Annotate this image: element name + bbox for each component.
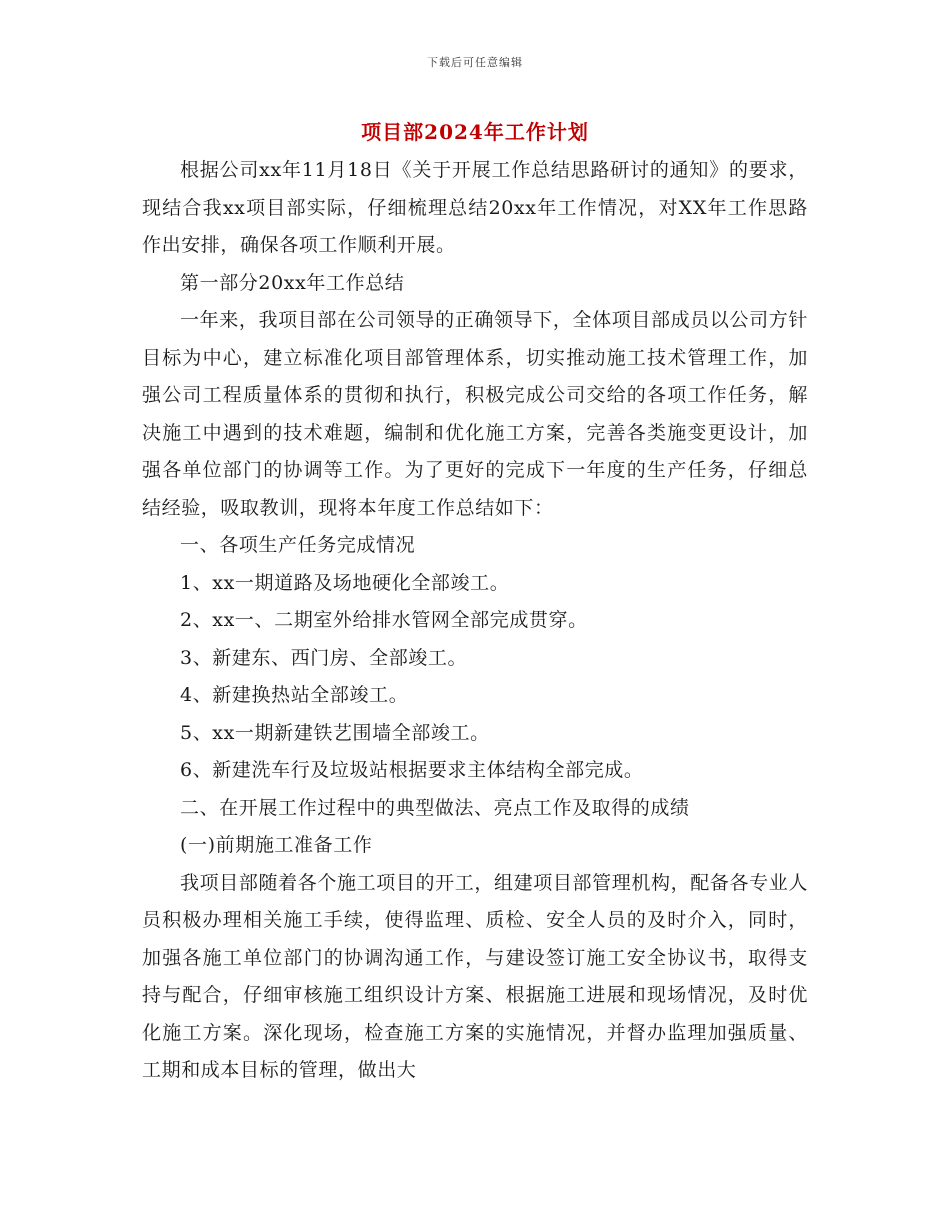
list-item: 2、xx一、二期室外给排水管网全部完成贯穿。 [180,609,588,631]
list-item: 5、xx一期新建铁艺围墙全部竣工。 [180,721,490,744]
list-item: 3、新建东、西门房、全部竣工。 [180,646,468,669]
intro-paragraph: 根据公司xx年11月18日《关于开展工作总结思路研讨的通知》的要求，现结合我xx项目部实际，仔细梳理总结20xx年工作情况，对XX年工作思路作出安排，确保各项工作顺利开展。 [142,159,808,256]
header-note: 下载后可任意编辑 [427,56,523,69]
summary-paragraph: 一年来，我项目部在公司领导的正确领导下，全体项目部成员以公司方针目标为中心，建立标准化项目部管理体系，切实推动施工技术管理工作，加强公司工程质量体系的贯彻和执行，积极完成公司交给的各项工作任务，解决施工中遇到的技术难题，编制和优化施工方案，完善各类施变更设计，加强各单位部门的协调等工作。为了更好的完成下一年度的生产任务，仔细总结经验，吸取教训，现将本年度工作总结如下： [142,309,808,519]
document-body [142,152,808,1090]
preparation-paragraph: 我项目部随着各个施工项目的开工，组建项目部管理机构，配备各专业人员积极办理相关施工手续，使得监理、质检、安全人员的及时介入，同时，加强各施工单位部门的协调沟通工作，与建设签订施工安全协议书，取得支持与配合，仔细审核施工组织设计方案、根据施工进展和现场情况，及时优化施工方案。深化现场，检查施工方案的实施情况，并督办监理加强质量、工期和成本目标的管理，做出大 [142,871,808,1081]
section-heading-part-one: 第一部分20xx年工作总结 [180,271,405,294]
subsection-heading-preparation: (一)前期施工准备工作 [180,834,373,856]
section-heading-production-tasks: 一、各项生产任务完成情况 [180,534,416,556]
section-heading-practices: 二、在开展工作过程中的典型做法、亮点工作及取得的成绩 [180,796,690,819]
document-title: 项目部2024年工作计划 [361,120,589,144]
list-item: 4、新建换热站全部竣工。 [180,684,409,706]
list-item: 1、xx一期道路及场地硬化全部竣工。 [180,571,510,594]
list-item: 6、新建洗车行及垃圾站根据要求主体结构全部完成。 [180,759,644,781]
